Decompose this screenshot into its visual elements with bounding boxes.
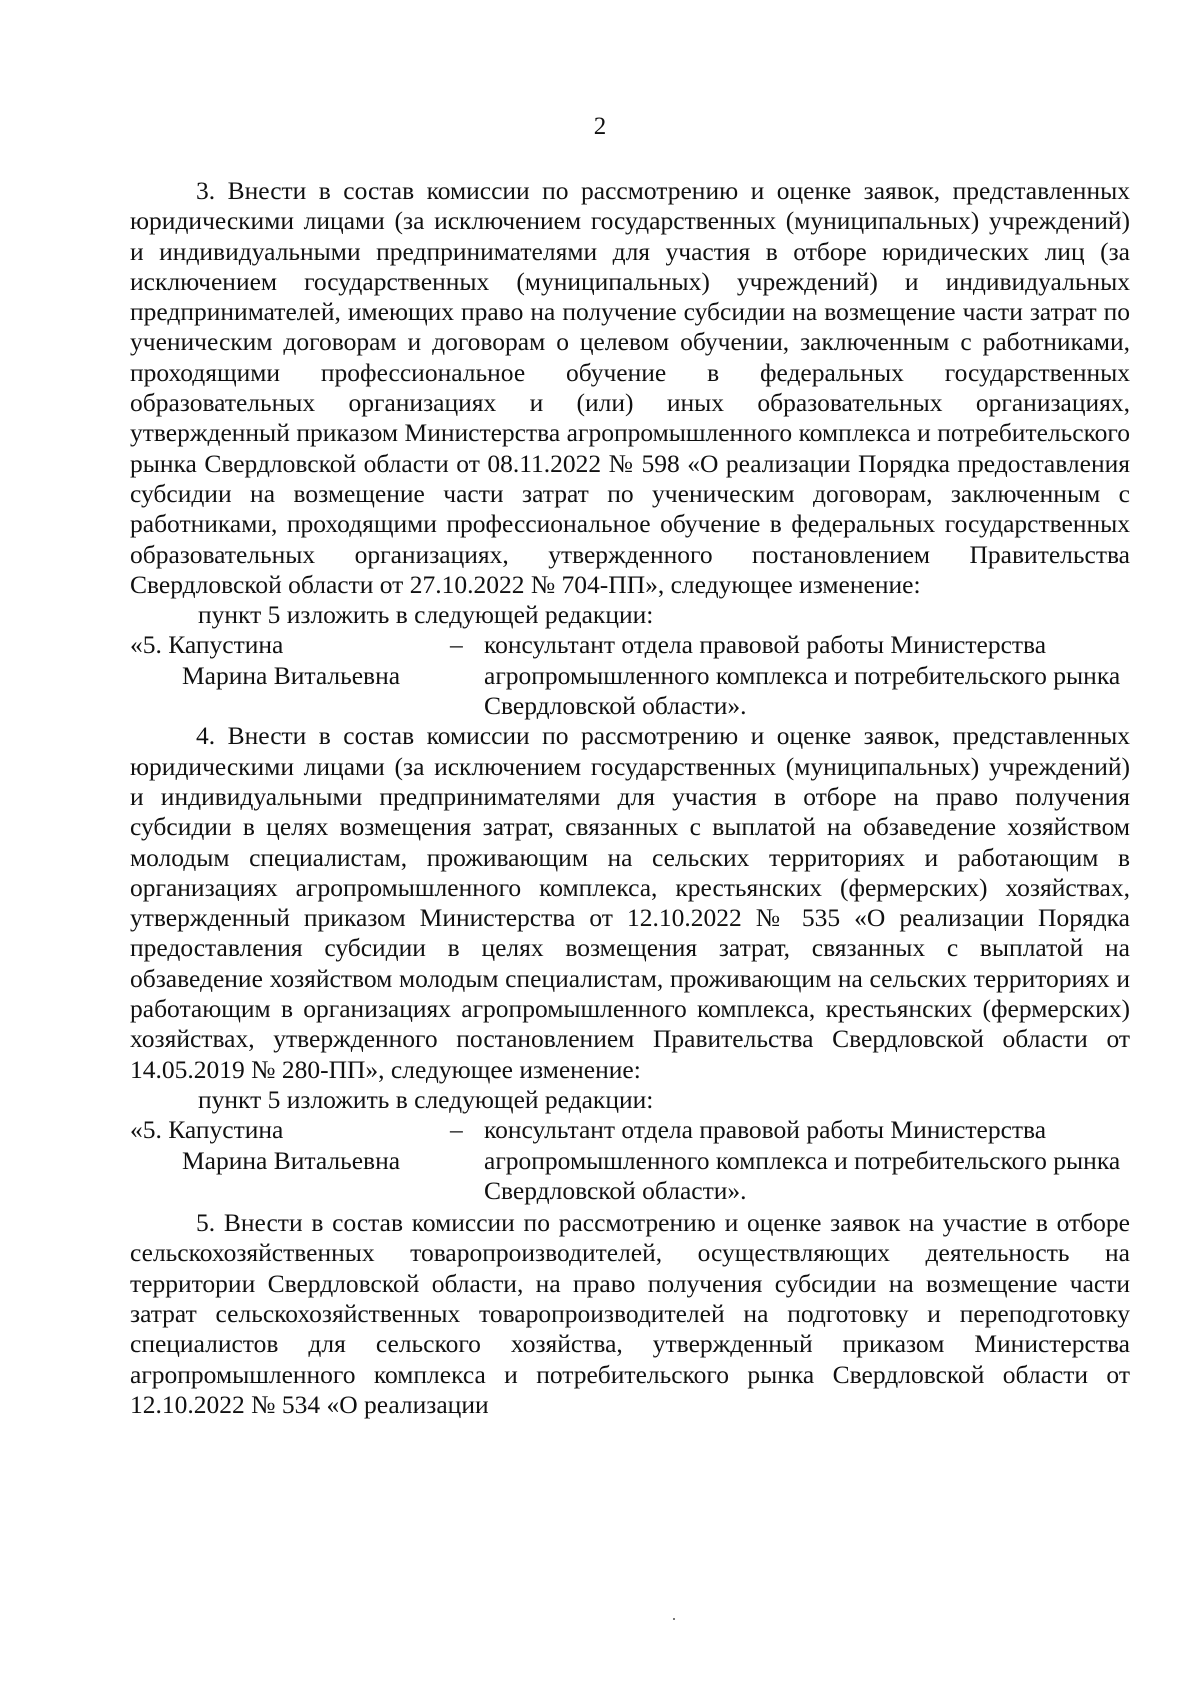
appointee-given-names: Марина Витальевна — [182, 660, 401, 690]
paragraph-4-instruction: пункт 5 изложить в следующей редакции: — [198, 1084, 654, 1114]
appointee-role: консультант отдела правовой работы Министерства агропромышленного комплекса и потребительского рынка Свердловской области». — [484, 1115, 1121, 1205]
paragraph-3-instruction: пункт 5 изложить в следующей редакции: — [198, 600, 654, 630]
paragraph-3: 3. Внести в состав комиссии по рассмотрению и оценке заявок, представленных юридическими лицами (за исключением государственных (муниципальных) учреждений) и индивидуальными предпринимателями для участия в отборе юридических лиц (за исключением государственных (муниципальных) учреждений) и индивидуальных предпринимателей, имеющих право на получение субсидии на возмещение части затрат по ученическим договорам и договорам о целевом обучении, заключенным с работниками, проходящими профессиональное обучение в федеральных государственных образовательных организациях и (или) иных образовательных организациях, утвержденный приказом Министерства агропромышленного комплекса и потребительского рынка Свердловской области от 08.11.2022 № 598 «О реализации Порядка предоставления субсидии на возмещение части затрат по ученическим договорам, заключенным с работниками, проходящими профессиональное обучение в федеральных государственных образовательных организациях, утвержденного постановлением Правительства Свердловской области от 27.10.2022 № 704-ПП», следующее изменение: — [130, 176, 1130, 599]
appointee-dash: – — [450, 630, 463, 660]
appointee-dash: – — [450, 1115, 463, 1145]
appointee-number-surname: «5. Капустина — [130, 630, 284, 660]
document-body — [130, 176, 1130, 1420]
paragraph-4: 4. Внести в состав комиссии по рассмотрению и оценке заявок, представленных юридическими лицами (за исключением государственных (муниципальных) учреждений) и индивидуальными предпринимателями для участия в отборе на право получения субсидии в целях возмещения затрат, связанных с выплатой на обзаведение хозяйством молодым специалистам, проживающим на сельских территориях и работающим в организациях агропромышленного комплекса, крестьянских (фермерских) хозяйствах, утвержденный приказом Министерства от 12.10.2022 № 535 «О реализации Порядка предоставления субсидии в целях возмещения затрат, связанных с выплатой на обзаведение хозяйством молодым специалистам, проживающим на сельских территориях и работающим в организациях агропромышленного комплекса, крестьянских (фермерских) хозяйствах, утвержденного постановлением Правительства Свердловской области от 14.05.2019 № 280-ПП», следующее изменение: — [130, 721, 1130, 1084]
appointee-name — [130, 630, 450, 721]
paragraph-3-appointee — [130, 630, 1130, 721]
appointee-role: консультант отдела правовой работы Министерства агропромышленного комплекса и потребительского рынка Свердловской области». — [484, 630, 1121, 721]
scan-speck — [673, 1618, 675, 1620]
paragraph-5: 5. Внести в состав комиссии по рассмотрению и оценке заявок на участие в отборе сельскохозяйственных товаропроизводителей, осуществляющих деятельность на территории Свердловской области, на право получения субсидии на возмещение части затрат сельскохозяйственных товаропроизводителей на подготовку и переподготовку специалистов для сельского хозяйства, утвержденный приказом Министерства агропромышленного комплекса и потребительского рынка Свердловской области от 12.10.2022 № 534 «О реализации — [130, 1208, 1130, 1419]
page-number: 2 — [593, 113, 607, 140]
appointee-given-names: Марина Витальевна — [182, 1145, 401, 1175]
appointee-name — [130, 1115, 450, 1206]
paragraph-4-appointee — [130, 1115, 1130, 1206]
appointee-number-surname: «5. Капустина — [130, 1115, 284, 1145]
